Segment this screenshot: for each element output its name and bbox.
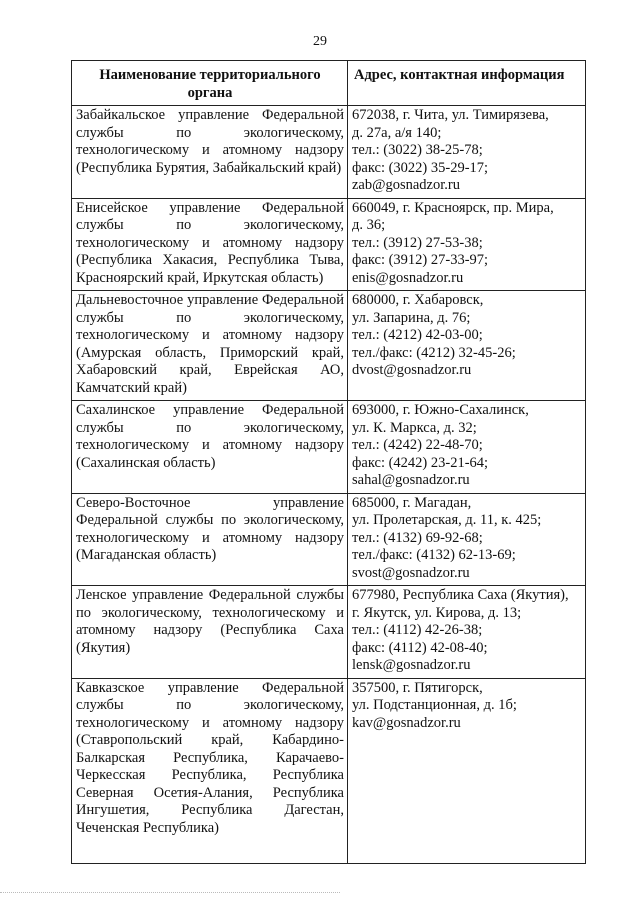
contact-line: ул. К. Маркса, д. 32; bbox=[352, 419, 477, 436]
contact-line: факс: (4112) 42-08-40; bbox=[352, 639, 488, 656]
contact-line: 677980, Республика Саха (Якутия), bbox=[352, 587, 569, 603]
contact-line: тел./факс: (4212) 32-45-26; bbox=[352, 344, 516, 361]
contact-line: 660049, г. Красноярск, пр. Мира, bbox=[352, 199, 554, 216]
header-name: Наименование территориального органа bbox=[72, 61, 348, 106]
contact-line: 685000, г. Магадан, bbox=[352, 494, 472, 511]
org-contact bbox=[348, 106, 586, 199]
contact-line: тел.: (4242) 22-48-70; bbox=[352, 437, 483, 453]
org-name: Северо-Восточное управление Федеральной службы по экологическому, технологическому и атомному надзору (Магаданская область) bbox=[72, 493, 348, 586]
org-name: Кавказское управление Федеральной службы по экологическому, технологическому и атомному надзору (Ставропольский край, Кабардино-Балкарская Республика, Карачаево-Черкесская Республика, Республика Северная Осетия-Алания, Республика Ингушетия, Республика Дагестан, Чеченская Республика) bbox=[72, 678, 348, 863]
page-number: 29 bbox=[313, 34, 327, 49]
table-row bbox=[72, 291, 586, 401]
table-row bbox=[72, 198, 586, 291]
contact-line: д. 36; bbox=[352, 217, 386, 233]
contact-line: тел.: (4132) 69-92-68; bbox=[352, 529, 483, 546]
table-row bbox=[72, 401, 586, 494]
contact-email: lensk@gosnadzor.ru bbox=[352, 657, 471, 673]
contact-line: д. 27а, а/я 140; bbox=[352, 124, 442, 141]
contact-line: 680000, г. Хабаровск, bbox=[352, 292, 484, 308]
org-contact bbox=[348, 586, 586, 679]
org-contact bbox=[348, 291, 586, 401]
contact-line: ул. Подстанционная, д. 1б; bbox=[352, 697, 517, 713]
header-contact: Адрес, контактная информация bbox=[348, 61, 586, 106]
contact-email: zab@gosnadzor.ru bbox=[352, 177, 460, 193]
scan-artifact bbox=[0, 890, 340, 893]
org-contact bbox=[348, 493, 586, 586]
org-name: Забайкальское управление Федеральной службы по экологическому, технологическому и атомному надзору (Республика Бурятия, Забайкальский край) bbox=[72, 106, 348, 199]
org-contact bbox=[348, 401, 586, 494]
org-name: Дальневосточное управление Федеральной службы по экологическому, технологическому и атомному надзору (Амурская область, Приморский край, Хабаровский край, Еврейская АО, Камчатский край) bbox=[72, 291, 348, 401]
table-row bbox=[72, 678, 586, 863]
contact-email: kav@gosnadzor.ru bbox=[352, 714, 461, 731]
contact-email: dvost@gosnadzor.ru bbox=[352, 362, 472, 378]
contact-line: тел.: (4212) 42-03-00; bbox=[352, 327, 483, 343]
contact-line: тел.: (3022) 38-25-78; bbox=[352, 142, 483, 158]
contact-line: факс: (3912) 27-33-97; bbox=[352, 252, 489, 268]
contact-line: 672038, г. Чита, ул. Тимирязева, bbox=[352, 107, 549, 123]
org-name: Сахалинское управление Федеральной службы по экологическому, технологическому и атомному надзору (Сахалинская область) bbox=[72, 401, 348, 494]
org-contact bbox=[348, 678, 586, 863]
contact-line: тел./факс: (4132) 62-13-69; bbox=[352, 547, 516, 563]
contact-line: тел.: (3912) 27-53-38; bbox=[352, 234, 483, 251]
org-name: Енисейское управление Федеральной службы по экологическому, технологическому и атомному надзору (Республика Хакасия, Республика Тыва, Красноярский край, Иркутская область) bbox=[72, 198, 348, 291]
table-row bbox=[72, 106, 586, 199]
contact-line: факс: (3022) 35-29-17; bbox=[352, 159, 489, 176]
contact-line: факс: (4242) 23-21-64; bbox=[352, 454, 489, 471]
table-row bbox=[72, 586, 586, 679]
contact-line: 693000, г. Южно-Сахалинск, bbox=[352, 402, 529, 418]
table-row bbox=[72, 493, 586, 586]
contact-email: enis@gosnadzor.ru bbox=[352, 269, 464, 286]
territorial-bodies-table bbox=[71, 60, 586, 864]
contact-line: 357500, г. Пятигорск, bbox=[352, 679, 483, 696]
contact-line: ул. Пролетарская, д. 11, к. 425; bbox=[352, 512, 542, 528]
table-header-row bbox=[72, 61, 586, 106]
org-name: Ленское управление Федеральной службы по экологическому, технологическому и атомному надзору (Республика Саха (Якутия) bbox=[72, 586, 348, 679]
org-contact bbox=[348, 198, 586, 291]
contact-email: svost@gosnadzor.ru bbox=[352, 564, 470, 581]
contact-line: тел.: (4112) 42-26-38; bbox=[352, 622, 483, 638]
contact-line: г. Якутск, ул. Кирова, д. 13; bbox=[352, 604, 522, 621]
contact-email: sahal@gosnadzor.ru bbox=[352, 472, 470, 488]
contact-line: ул. Запарина, д. 76; bbox=[352, 309, 471, 326]
